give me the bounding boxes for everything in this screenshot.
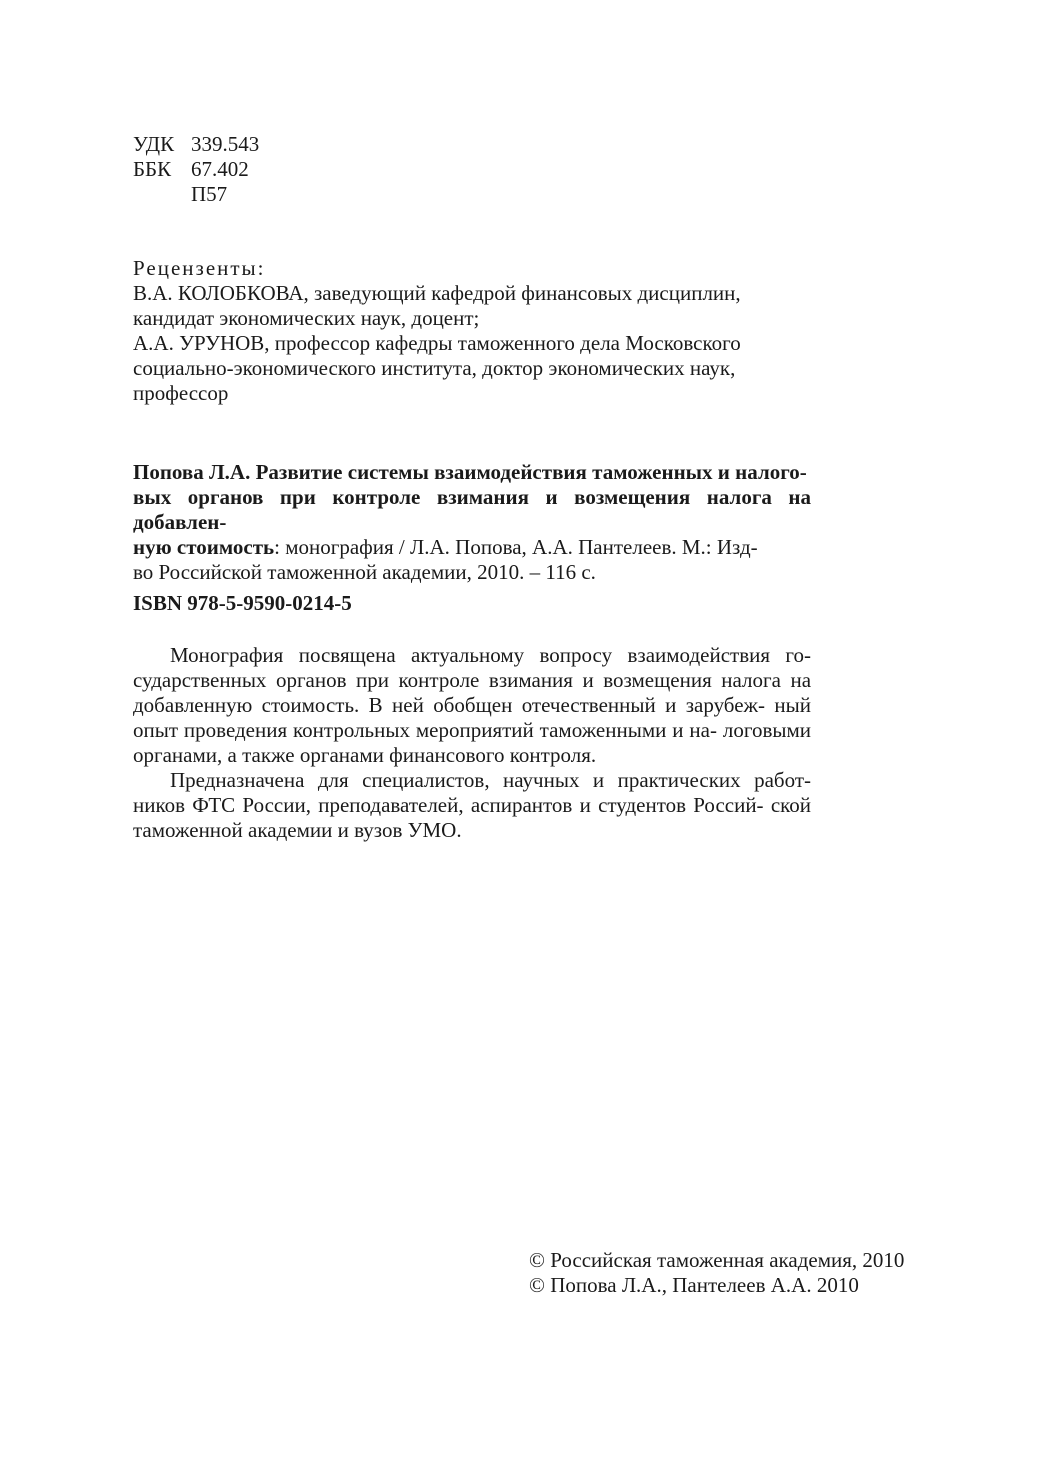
reviewer-2-line-2: социально-экономического института, доктор экономических наук, bbox=[133, 356, 736, 380]
bib-title-line-1: Попова Л.А. Развитие системы взаимодействия таможенных и налого- bbox=[133, 460, 807, 484]
classification-codes bbox=[133, 132, 811, 207]
abstract-paragraph-2 bbox=[133, 768, 811, 843]
copyright-line-2: © Попова Л.А., Пантелеев А.А. 2010 bbox=[529, 1273, 859, 1297]
abstract-paragraph-1 bbox=[133, 643, 811, 768]
abstract-p2-line-3: ской таможенной академии и вузов УМО. bbox=[133, 793, 812, 842]
bib-title-line-2: вых органов при контроле взимания и возмещения налога на добавлен- bbox=[133, 485, 811, 534]
author-mark: П57 bbox=[191, 182, 228, 206]
bib-line-3 bbox=[133, 535, 811, 560]
copyright-notice bbox=[529, 1248, 949, 1298]
abstract-p1-line-3: на добавленную стоимость. В ней обобщен отечественный и зарубеж- bbox=[133, 668, 812, 717]
abstract-p1-line-1: Монография посвящена актуальному вопросу взаимодействия го- bbox=[170, 643, 811, 667]
abstract-p1-line-5: логовыми органами, а также органами финансового контроля. bbox=[133, 718, 811, 767]
bib-title-end: ную стоимость bbox=[133, 535, 275, 559]
abstract-section bbox=[133, 643, 811, 843]
author-mark-row bbox=[133, 182, 811, 207]
udk-label: УДК bbox=[133, 132, 175, 156]
isbn: ISBN 978-5-9590-0214-5 bbox=[133, 591, 352, 615]
udk-value: 339.543 bbox=[191, 132, 260, 156]
reviewer-2-line-1: А.А. УРУНОВ, профессор кафедры таможенного дела Московского bbox=[133, 331, 741, 355]
copyright-line-1: © Российская таможенная академия, 2010 bbox=[529, 1248, 905, 1272]
bbk-label: ББК bbox=[133, 157, 172, 181]
bbk-row bbox=[133, 157, 811, 182]
bib-line-4: во Российской таможенной академии, 2010. – 116 с. bbox=[133, 560, 596, 584]
abstract-p1-line-2: сударственных органов при контроле взимания и возмещения налога bbox=[133, 668, 781, 692]
reviewer-1-line-1: В.А. КОЛОБКОВА, заведующий кафедрой финансовых дисциплин, bbox=[133, 281, 741, 305]
reviewer-2-line-3: профессор bbox=[133, 381, 229, 405]
udk-row bbox=[133, 132, 811, 157]
reviewers-title: Рецензенты: bbox=[133, 256, 266, 280]
bbk-value: 67.402 bbox=[191, 157, 249, 181]
bibliographic-description bbox=[133, 460, 811, 585]
abstract-p2-line-1: Предназначена для специалистов, научных и практических работ- bbox=[170, 768, 811, 792]
abstract-p1-line-4: ный опыт проведения контрольных мероприятий таможенными и на- bbox=[133, 693, 812, 742]
reviewers-section bbox=[133, 256, 811, 406]
reviewer-1-line-2: кандидат экономических наук, доцент; bbox=[133, 306, 480, 330]
bib-publication-info: : монография / Л.А. Попова, А.А. Пантелеев. М.: Изд- bbox=[274, 535, 758, 559]
abstract-p2-line-2: ников ФТС России, преподавателей, аспирантов и студентов Россий- bbox=[133, 793, 764, 817]
